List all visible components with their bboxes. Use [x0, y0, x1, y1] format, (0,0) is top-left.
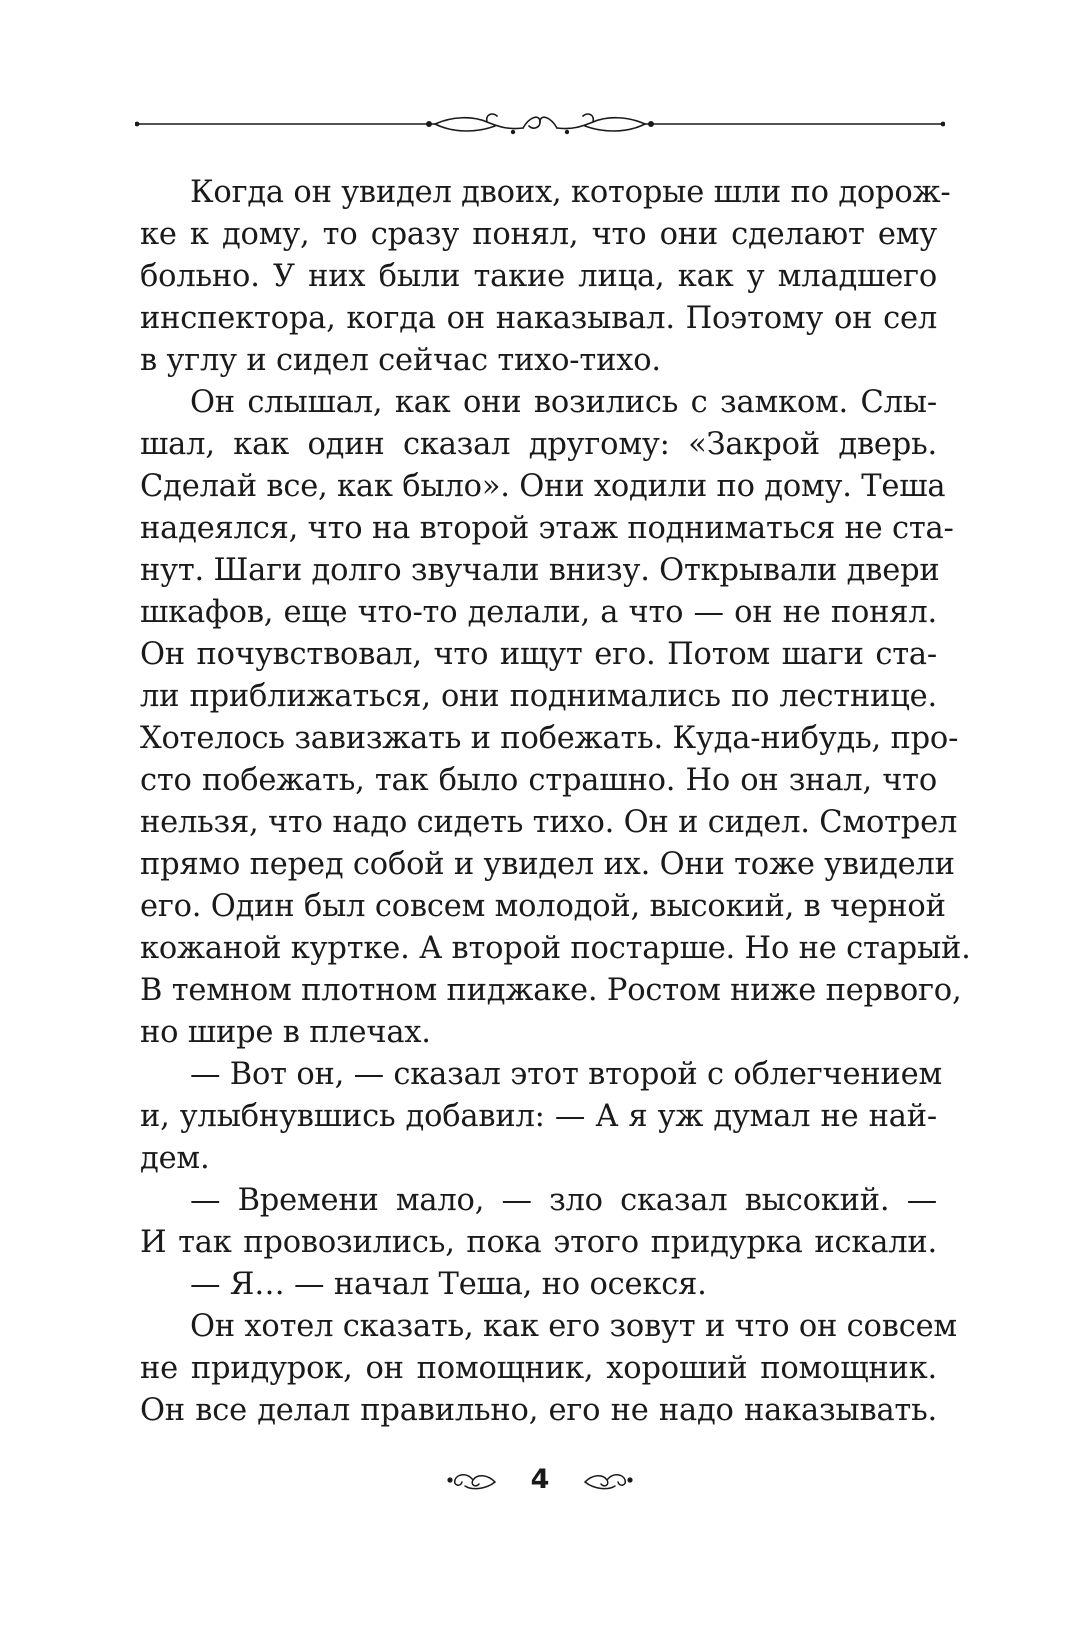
text-line: Он слышал, как они возились с замком. Слы- [190, 385, 937, 420]
page-footer [0, 1458, 1080, 1502]
text-line: прямо перед собой и увидел их. Они тоже увидели [140, 847, 955, 882]
text-line: сто побежать, так было страшно. Но он знал, что [140, 763, 937, 798]
text-line: ке к дому, то сразу понял, что они сделают ему [140, 217, 937, 252]
text-line: дем. [140, 1141, 210, 1176]
text-line: кожаной куртке. А второй постарше. Но не старый. [140, 931, 971, 966]
text-line: и, улыбнувшись добавил: — А я уж думал не най- [140, 1099, 937, 1134]
text-line: В темном плотном пиджаке. Ростом ниже первого, [140, 973, 962, 1008]
text-line: шкафов, еще что-то делали, а что — он не понял. [140, 595, 937, 630]
text-line: Он почувствовал, что ищут его. Потом шаги ста- [140, 637, 937, 672]
text-line: шал, как один сказал другому: «Закрой дверь. [140, 427, 937, 462]
text-line: Когда он увидел двоих, которые шли по дорож- [190, 175, 951, 210]
text-line: не придурок, он помощник, хороший помощник. [140, 1351, 937, 1386]
text-line: надеялся, что на второй этаж подниматься не ста- [140, 511, 954, 546]
text-line: его. Один был совсем молодой, высокий, в черной [140, 889, 946, 924]
body-text [140, 172, 971, 1432]
text-line: нут. Шаги долго звучали внизу. Открывали двери [140, 553, 940, 588]
text-line: нельзя, что надо сидеть тихо. Он и сидел. Смотрел [140, 805, 958, 840]
footer-ornament-left-icon [445, 1468, 497, 1492]
text-line: И так провозились, пока этого придурка искали. [140, 1225, 937, 1260]
text-line: в углу и сидел сейчас тихо-тихо. [140, 343, 661, 378]
header-ornament [135, 108, 945, 148]
text-line: Он хотел сказать, как его зовут и что он совсем [190, 1309, 957, 1344]
text-line: больно. У них были такие лица, как у младшего [140, 259, 937, 294]
footer-ornament-right-icon [583, 1468, 635, 1492]
text-line: Он все делал правильно, его не надо наказывать. [140, 1393, 937, 1428]
text-line: Хотелось завизжать и побежать. Куда-нибудь, про- [140, 721, 959, 756]
text-line: ли приближаться, они поднимались по лестнице. [140, 679, 937, 714]
page-number: 4 [530, 1464, 550, 1495]
text-line: Сделай все, как было». Они ходили по дому. Теша [140, 469, 946, 504]
text-line: — Времени мало, — зло сказал высокий. — [190, 1183, 937, 1218]
text-line: инспектора, когда он наказывал. Поэтому он сел [140, 301, 937, 336]
text-line: — Вот он, — сказал этот второй с облегчением [190, 1057, 942, 1092]
text-line: но шире в плечах. [140, 1015, 431, 1050]
text-line: — Я… — начал Теша, но осекся. [190, 1267, 707, 1302]
